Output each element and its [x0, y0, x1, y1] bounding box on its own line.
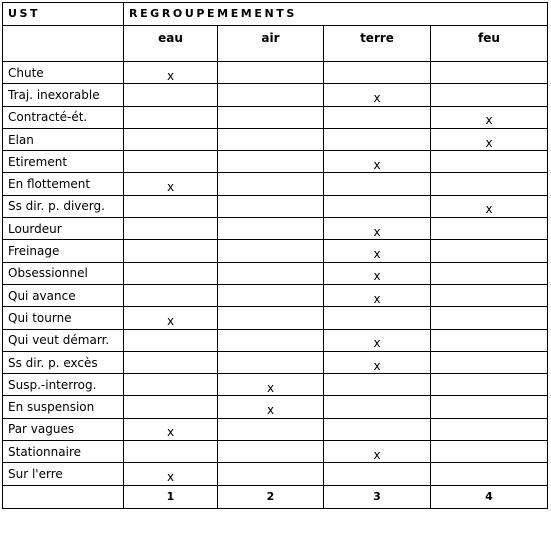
regroupements-table [2, 2, 548, 509]
mark-cell [218, 374, 324, 396]
row-label: Elan [3, 128, 124, 150]
mark-cell [218, 418, 324, 440]
mark-cell [324, 218, 431, 240]
mark-cell [324, 62, 431, 84]
x-mark: x [485, 202, 493, 217]
mark-cell [324, 307, 431, 329]
mark-cell [324, 284, 431, 306]
regroupements-header: REGROUPEMEMENTS [124, 3, 548, 26]
x-mark: x [166, 425, 175, 440]
table-row [3, 284, 548, 306]
mark-cell [124, 374, 218, 396]
x-mark: x [266, 380, 275, 395]
x-mark: x [373, 224, 381, 239]
mark-cell [218, 128, 324, 150]
row-label: Ss dir. p. diverg. [3, 195, 124, 217]
table-row [3, 463, 548, 485]
element-header-row [3, 26, 548, 62]
mark-cell [218, 307, 324, 329]
ust-header: UST [3, 3, 124, 26]
mark-cell [124, 195, 218, 217]
mark-cell [124, 351, 218, 373]
blank-header-cell [3, 26, 124, 62]
table-row [3, 195, 548, 217]
mark-cell [431, 195, 548, 217]
mark-cell [218, 106, 324, 128]
mark-cell [431, 173, 548, 195]
mark-cell [431, 218, 548, 240]
mark-cell [324, 240, 431, 262]
mark-cell [218, 351, 324, 373]
mark-cell [324, 173, 431, 195]
row-label: Traj. inexorable [3, 84, 124, 106]
mark-cell [431, 329, 548, 351]
mark-cell [324, 195, 431, 217]
mark-cell [324, 128, 431, 150]
x-mark: x [485, 135, 493, 150]
mark-cell [431, 151, 548, 173]
x-mark: x [166, 180, 175, 195]
mark-cell [431, 262, 548, 284]
row-label: Obsessionnel [3, 262, 124, 284]
row-label: En flottement [3, 173, 124, 195]
row-label: Par vagues [3, 418, 124, 440]
table-row [3, 173, 548, 195]
mark-cell [324, 151, 431, 173]
footer-number-1: 1 [124, 485, 218, 508]
mark-cell [431, 463, 548, 485]
x-mark: x [373, 90, 381, 105]
mark-cell [124, 329, 218, 351]
x-mark: x [373, 157, 381, 172]
mark-cell [218, 218, 324, 240]
mark-cell [218, 441, 324, 463]
column-header-air: air [218, 26, 324, 62]
mark-cell [324, 441, 431, 463]
mark-cell [124, 441, 218, 463]
mark-cell [218, 284, 324, 306]
mark-cell [124, 128, 218, 150]
mark-cell [324, 106, 431, 128]
mark-cell [124, 84, 218, 106]
mark-cell [124, 62, 218, 84]
mark-cell [431, 240, 548, 262]
mark-cell [431, 62, 548, 84]
table-row [3, 262, 548, 284]
x-mark: x [485, 113, 493, 128]
mark-cell [431, 284, 548, 306]
mark-cell [431, 307, 548, 329]
mark-cell [124, 173, 218, 195]
x-mark: x [166, 469, 175, 484]
row-label: Etirement [3, 151, 124, 173]
x-mark: x [373, 291, 381, 306]
mark-cell [324, 84, 431, 106]
mark-cell [324, 418, 431, 440]
mark-cell [431, 396, 548, 418]
mark-cell [324, 351, 431, 373]
column-header-feu: feu [431, 26, 548, 62]
mark-cell [431, 128, 548, 150]
table-row [3, 307, 548, 329]
title-row [3, 3, 548, 26]
row-label: Sur l'erre [3, 463, 124, 485]
row-label: Freinage [3, 240, 124, 262]
column-header-eau: eau [124, 26, 218, 62]
table-row [3, 128, 548, 150]
mark-cell [124, 240, 218, 262]
blank-footer-cell [3, 485, 124, 508]
mark-cell [218, 396, 324, 418]
x-mark: x [373, 336, 381, 351]
mark-cell [124, 463, 218, 485]
row-label: Qui tourne [3, 307, 124, 329]
mark-cell [431, 418, 548, 440]
row-label: Lourdeur [3, 218, 124, 240]
mark-cell [218, 173, 324, 195]
mark-cell [324, 262, 431, 284]
row-label: Qui avance [3, 284, 124, 306]
row-label: Susp.-interrog. [3, 374, 124, 396]
x-mark: x [373, 358, 381, 373]
mark-cell [431, 441, 548, 463]
row-label: Contracté-ét. [3, 106, 124, 128]
x-mark: x [266, 403, 275, 418]
table-row [3, 218, 548, 240]
mark-cell [431, 374, 548, 396]
table-row [3, 62, 548, 84]
x-mark: x [166, 313, 175, 328]
mark-cell [124, 418, 218, 440]
table-row [3, 106, 548, 128]
x-mark: x [373, 269, 381, 284]
x-mark: x [373, 247, 381, 262]
mark-cell [218, 463, 324, 485]
mark-cell [324, 329, 431, 351]
x-mark: x [166, 68, 175, 83]
table-row [3, 329, 548, 351]
mark-cell [324, 374, 431, 396]
row-label: Ss dir. p. excès [3, 351, 124, 373]
column-header-terre: terre [324, 26, 431, 62]
mark-cell [218, 240, 324, 262]
footer-number-2: 2 [218, 485, 324, 508]
table-row [3, 374, 548, 396]
mark-cell [218, 329, 324, 351]
mark-cell [124, 284, 218, 306]
table-row [3, 84, 548, 106]
row-label: Qui veut démarr. [3, 329, 124, 351]
mark-cell [124, 262, 218, 284]
table-row [3, 418, 548, 440]
mark-cell [124, 151, 218, 173]
row-label: En suspension [3, 396, 124, 418]
mark-cell [218, 62, 324, 84]
mark-cell [431, 106, 548, 128]
mark-cell [324, 396, 431, 418]
mark-cell [124, 396, 218, 418]
mark-cell [218, 84, 324, 106]
mark-cell [218, 151, 324, 173]
mark-cell [324, 463, 431, 485]
mark-cell [431, 351, 548, 373]
table-row [3, 351, 548, 373]
x-mark: x [373, 447, 381, 462]
table-row [3, 151, 548, 173]
footer-number-3: 3 [324, 485, 431, 508]
mark-cell [431, 84, 548, 106]
table-body [3, 62, 548, 486]
footer-number-4: 4 [431, 485, 548, 508]
footer-row [3, 485, 548, 508]
mark-cell [124, 218, 218, 240]
table-row [3, 240, 548, 262]
mark-cell [124, 106, 218, 128]
mark-cell [218, 195, 324, 217]
table-row [3, 396, 548, 418]
row-label: Stationnaire [3, 441, 124, 463]
mark-cell [218, 262, 324, 284]
row-label: Chute [3, 62, 124, 84]
table-row [3, 441, 548, 463]
mark-cell [124, 307, 218, 329]
